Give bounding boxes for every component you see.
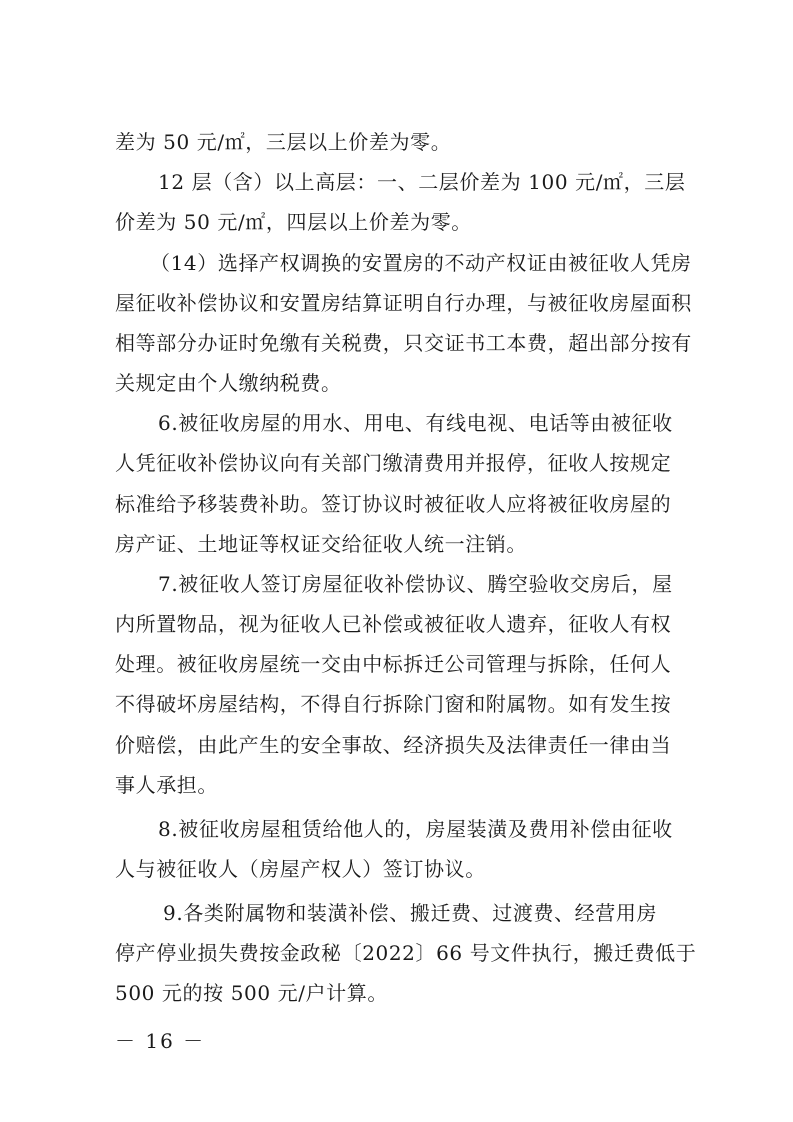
text-line: 事人承担。 xyxy=(115,773,218,797)
text-line: 价赔偿，由此产生的安全事故、经济损失及法律责任一律由当 xyxy=(115,733,672,757)
text-line: 标准给予移装费补助。签订协议时被征收人应将被征收房屋的 xyxy=(115,492,672,516)
text-line: 关规定由个人缴纳税费。 xyxy=(115,371,342,395)
page-number: － 16 － xyxy=(115,1029,206,1053)
text-line: 9.各类附属物和装潢补偿、搬迁费、过渡费、经营用房 xyxy=(163,901,658,925)
text-line: 相等部分办证时免缴有关税费，只交证书工本费，超出部分按有 xyxy=(115,331,692,355)
text-line: 价差为 50 元/㎡，四层以上价差为零。 xyxy=(115,210,472,234)
text-line: 内所置物品，视为征收人已补偿或被征收人遗弃，征收人有权 xyxy=(115,612,672,636)
text-line: 500 元的按 500 元/户计算。 xyxy=(115,981,388,1005)
text-line: 不得破坏房屋结构，不得自行拆除门窗和附属物。如有发生按 xyxy=(115,692,672,716)
text-line: （14）选择产权调换的安置房的不动产权证由被征收人凭房 xyxy=(150,251,692,275)
text-line: 差为 50 元/㎡，三层以上价差为零。 xyxy=(115,130,452,154)
text-line: 处理。被征收房屋统一交由中标拆迁公司管理与拆除，任何人 xyxy=(115,652,672,676)
text-line: 12 层（含）以上高层：一、二层价差为 100 元/㎡，三层 xyxy=(158,170,686,194)
text-line: 人凭征收补偿协议向有关部门缴清费用并报停，征收人按规定 xyxy=(115,451,672,475)
text-line: 6.被征收房屋的用水、用电、有线电视、电话等由被征收 xyxy=(158,411,673,435)
text-line: 房产证、土地证等权证交给征收人统一注销。 xyxy=(115,532,527,556)
text-line: 7.被征收人签订房屋征收补偿协议、腾空验收交房后，屋 xyxy=(158,572,673,596)
text-line: 人与被征收人（房屋产权人）签订协议。 xyxy=(115,857,486,881)
text-line: 停产停业损失费按金政秘〔2022〕66 号文件执行，搬迁费低于 xyxy=(115,941,697,965)
text-line: 8.被征收房屋租赁给他人的，房屋装潢及费用补偿由征收 xyxy=(158,817,673,841)
text-line: 屋征收补偿协议和安置房结算证明自行办理，与被征收房屋面积 xyxy=(115,291,692,315)
